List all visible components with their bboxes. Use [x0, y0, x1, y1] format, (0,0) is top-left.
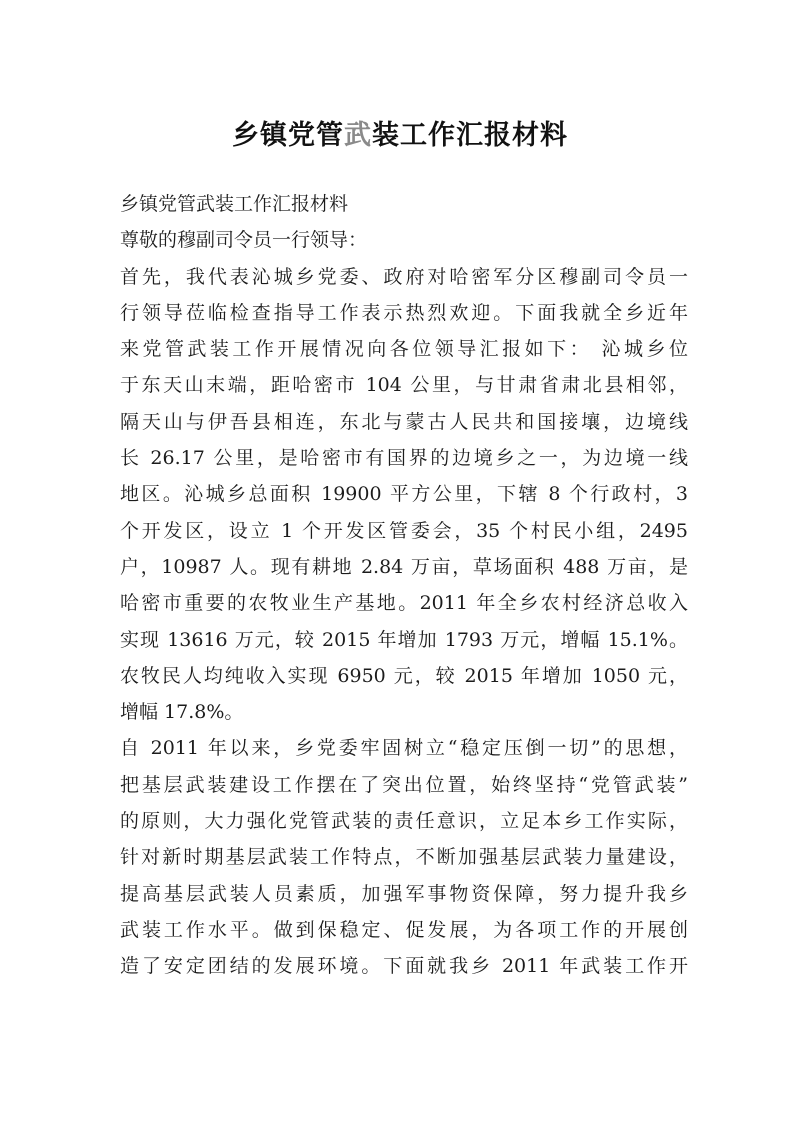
text-line: 哈密市重要的农牧业生产基地。2011 年全乡农村经济总收入 — [120, 592, 688, 615]
title-watermark-character: 武 — [344, 120, 372, 152]
text-line: 户，10987 人。现有耕地 2.84 万亩，草场面积 488 万亩，是 — [120, 555, 688, 578]
text-line: 首先，我代表沁城乡党委、政府对哈密军分区穆副司令员一 — [120, 265, 688, 288]
text-line: 针对新时期基层武装工作特点，不断加强基层武装力量建设， — [120, 846, 688, 869]
text-line: 农牧民人均纯收入实现 6950 元，较 2015 年增加 1050 元， — [120, 664, 688, 687]
document-title — [0, 116, 800, 156]
text-line: 行领导莅临检查指导工作表示热烈欢迎。下面我就全乡近年 — [120, 301, 688, 324]
text-line: 实现 13616 万元，较 2015 年增加 1793 万元，增幅 15.1%。 — [120, 628, 688, 651]
text-line: 自 2011 年以来，乡党委牢固树立“稳定压倒一切”的思想， — [120, 737, 688, 760]
text-line: 长 26.17 公里，是哈密市有国界的边境乡之一，为边境一线 — [120, 447, 688, 470]
text-line: 来党管武装工作开展情况向各位领导汇报如下： 沁城乡位 — [120, 338, 688, 361]
text-line: 武装工作水平。做到保稳定、促发展，为各项工作的开展创 — [120, 918, 688, 941]
text-line: 地区。沁城乡总面积 19900 平方公里，下辖 8 个行政村，3 — [120, 483, 688, 506]
text-line: 提高基层武装人员素质，加强军事物资保障，努力提升我乡 — [120, 882, 688, 905]
text-line: 隔天山与伊吾县相连，东北与蒙古人民共和国接壤，边境线 — [120, 410, 688, 433]
text-line: 把基层武装建设工作摆在了突出位置，始终坚持“党管武装” — [120, 773, 688, 796]
text-line: 的原则，大力强化党管武装的责任意识，立足本乡工作实际， — [120, 810, 688, 833]
text-line: 增幅 17.8%。 — [120, 701, 244, 724]
document-body — [120, 186, 688, 985]
title-part-after: 装工作汇报材料 — [372, 120, 568, 152]
text-line: 造了安定团结的发展环境。下面就我乡 2011 年武装工作开 — [120, 955, 688, 978]
text-line: 乡镇党管武装工作汇报材料 — [120, 193, 349, 215]
text-line: 个开发区，设立 1 个开发区管委会，35 个村民小组，2495 — [120, 519, 688, 542]
text-line: 于东天山末端，距哈密市 104 公里，与甘肃省肃北县相邻， — [120, 374, 688, 397]
text-line: 尊敬的穆副司令员一行领导： — [120, 229, 368, 252]
title-part-before: 乡镇党管 — [232, 120, 344, 152]
